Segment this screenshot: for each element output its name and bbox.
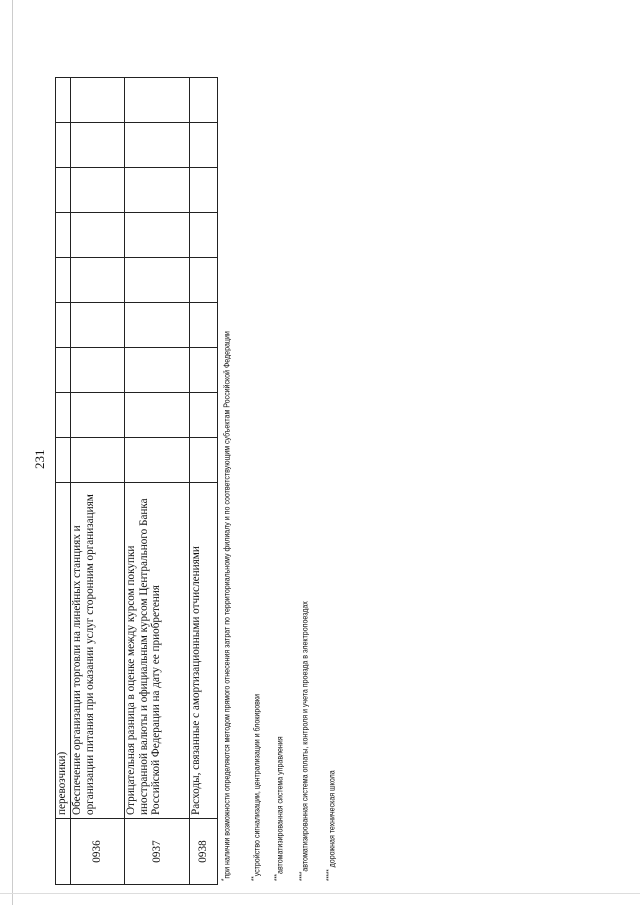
description-cell: перевозчики) <box>56 483 71 819</box>
empty-cell <box>190 168 218 213</box>
empty-cell <box>190 213 218 258</box>
code-cell: 0936 <box>71 819 125 885</box>
empty-cell <box>125 258 190 303</box>
description-cell: Обеспечение организации торговли на линейных станциях и организации питания при оказании услуг сторонним организациям <box>71 483 125 819</box>
empty-cell <box>71 303 125 348</box>
empty-cell <box>125 393 190 438</box>
table-row <box>56 78 71 885</box>
empty-cell <box>190 78 218 123</box>
footnote: **устройство сигнализации, централизации и блокировки <box>251 694 262 881</box>
description-cell: Отрицательная разница в оценке между курсом покупки иностранной валюты и официальным курсом Центрального Банка Российской Федерации на дату ее приобретения <box>125 483 190 819</box>
empty-cell <box>190 348 218 393</box>
table-row <box>125 78 190 885</box>
empty-cell <box>71 393 125 438</box>
code-cell: 0937 <box>125 819 190 885</box>
empty-cell <box>190 303 218 348</box>
empty-cell <box>190 438 218 483</box>
empty-cell <box>56 303 71 348</box>
empty-cell <box>56 168 71 213</box>
code-cell <box>56 819 71 885</box>
empty-cell <box>56 348 71 393</box>
empty-cell <box>71 213 125 258</box>
empty-cell <box>71 78 125 123</box>
empty-cell <box>56 78 71 123</box>
empty-cell <box>56 438 71 483</box>
empty-cell <box>190 123 218 168</box>
empty-cell <box>71 123 125 168</box>
empty-cell <box>125 438 190 483</box>
empty-cell <box>125 303 190 348</box>
empty-cell <box>125 213 190 258</box>
empty-cell <box>125 78 190 123</box>
empty-cell <box>190 258 218 303</box>
empty-cell <box>56 393 71 438</box>
empty-cell <box>56 258 71 303</box>
empty-cell <box>125 348 190 393</box>
empty-cell <box>71 348 125 393</box>
empty-cell <box>125 123 190 168</box>
empty-cell <box>125 168 190 213</box>
expense-table <box>55 77 218 885</box>
empty-cell <box>71 258 125 303</box>
footnote: ***автоматизированная система управления <box>274 736 285 881</box>
empty-cell <box>56 213 71 258</box>
footnote: ***** дорожная техническая школа <box>326 770 337 881</box>
table-row <box>71 78 125 885</box>
description-cell: Расходы, связанные с амортизационными отчислениями <box>190 483 218 819</box>
empty-cell <box>190 393 218 438</box>
page-number: 231 <box>32 449 47 469</box>
footnote: *при наличии возможности определяются методом прямого отнесения затрат по территориальному филиалу и по соответствующим субъектам Российской Федерации <box>221 331 232 881</box>
empty-cell <box>56 123 71 168</box>
code-cell: 0938 <box>190 819 218 885</box>
footnote: ****автоматизированная система оплаты, контроля и учета проезда в электропоездах <box>299 601 310 881</box>
table-row <box>190 78 218 885</box>
empty-cell <box>71 438 125 483</box>
empty-cell <box>71 168 125 213</box>
